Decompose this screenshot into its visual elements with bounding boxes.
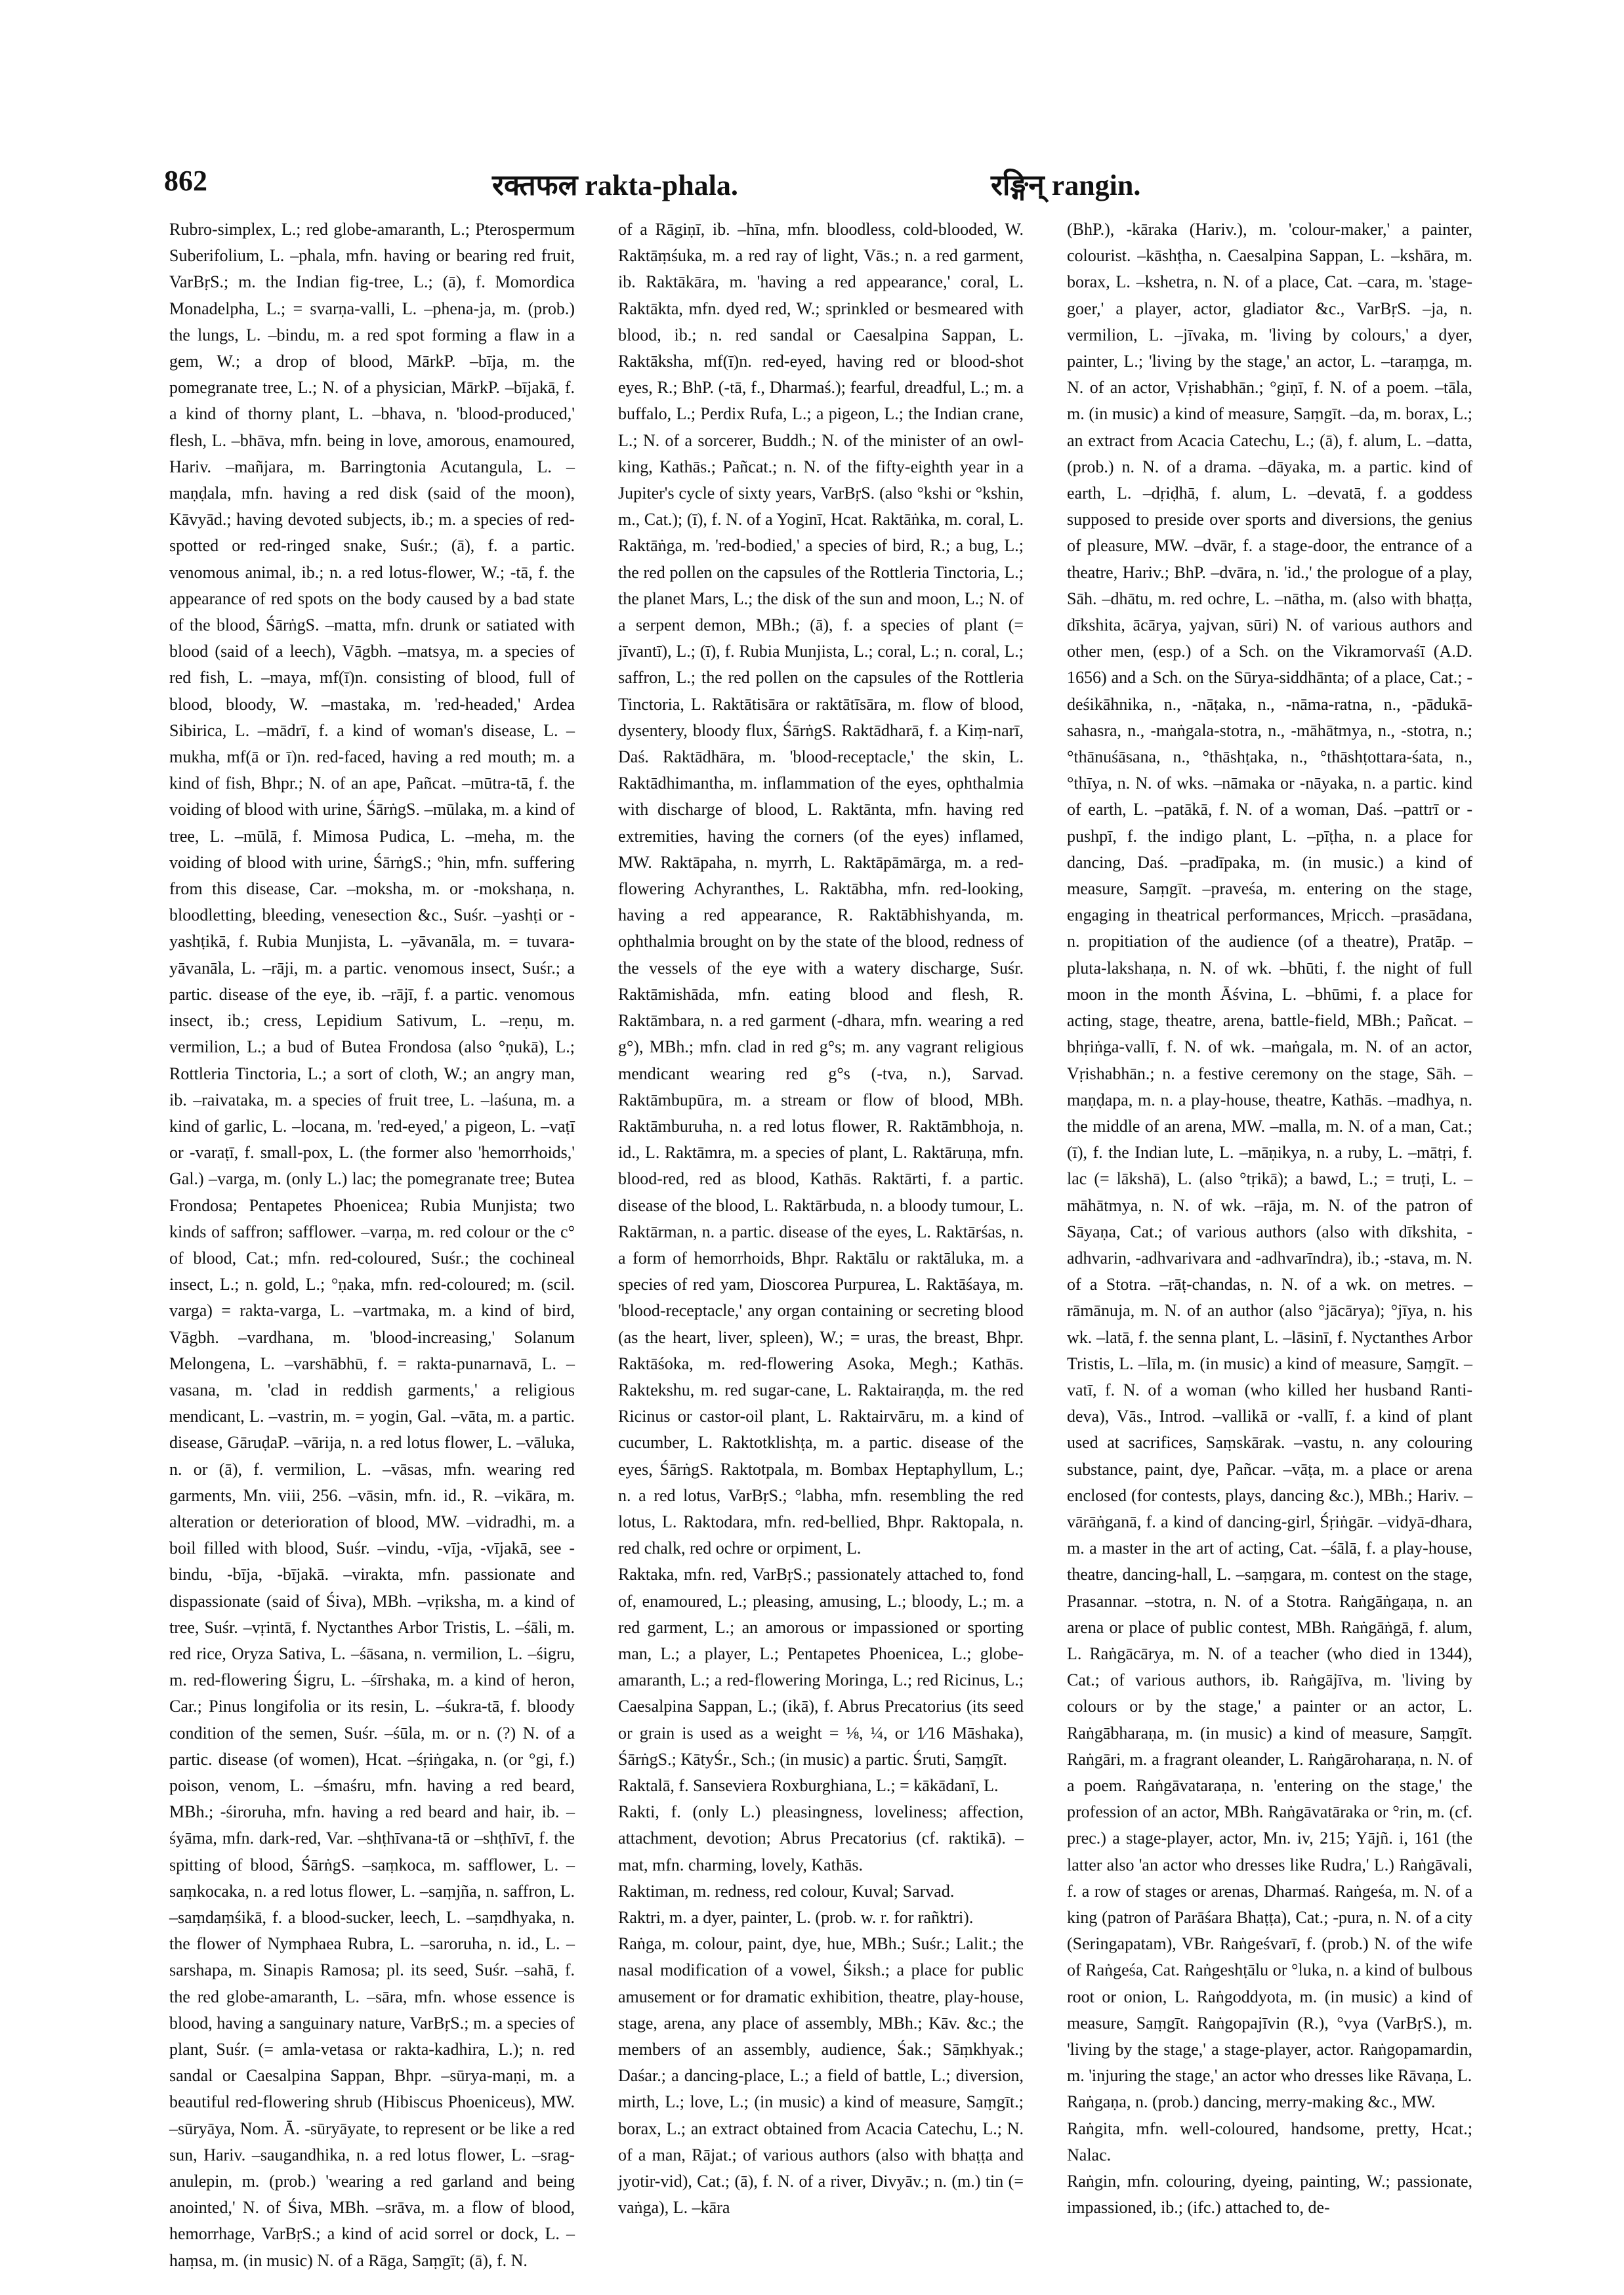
entry-paragraph: of a Rāgiṇī, ib. –hīna, mfn. bloodless, cold-blooded, W. Raktāṃśuka, m. a red ray of light, Vās.; n. a red garment, ib. Raktākāra, m. 'having a red appearance,' coral, L. Raktākta, mfn. dyed red, W.; sprinkled or besmeared with blood, ib.; n. red sandal or Caesalpina Sappan, L. Raktāksha, mf(ī)n. red-eyed, having red or blood-shot eyes, R.; BhP. (-tā, f., Dharmaś.); fearful, dreadful, L.; m. a buffalo, L.; Perdix Rufa, L.; a pigeon, L.; the Indian crane, L.; N. of a sorcerer, Buddh.; N. of the minister of an owl-king, Kathās.; Pañcat.; n. N. of the fifty-eighth year in a Jupiter's cycle of sixty years, VarBṛS. (also °kshi or °kshin, m., Cat.); (ī), f. N. of a Yoginī, Hcat. Raktāṅka, m. coral, L. Raktāṅga, m. 'red-bodied,' a species of bird, R.; a bug, L.; the red pollen on the capsules of the Rottleria Tinctoria, L.; the planet Mars, L.; the disk of the sun and moon, L.; N. of a serpent demon, MBh.; (ā), f. a species of plant (= jīvantī), L.; (ī), f. Rubia Munjista, L.; coral, L.; n. coral, L.; saffron, L.; the red pollen on the capsules of the Rottleria Tinctoria, L. Raktātisāra or raktātīsāra, m. flow of blood, dysentery, bloody flux, ŚārṅgS. Raktādharā, f. a Kiṃ-narī, Daś. Raktādhāra, m. 'blood-receptacle,' the skin, L. Raktādhimantha, m. inflammation of the eyes, ophthalmia with discharge of blood, L. Raktānta, mfn. having red extremities, having the corners (of the eyes) inflamed, MW. Raktāpaha, n. myrrh, L. Raktāpāmārga, m. a red-flowering Achyranthes, L. Raktābha, mfn. red-looking, having a red appearance, R. Raktābhishyanda, m. ophthalmia brought on by the state of the blood, redness of the vessels of the eye with a watery discharge, Suśr. Raktāmishāda, mfn. eating blood and flesh, R. Raktāmbara, n. a red garment (-dhara, mfn. wearing a red g°), MBh.; mfn. clad in red g°s; m. any vagrant religious mendicant wearing red g°s (-tva, n.), Sarvad. Raktāmbupūra, m. a stream or flow of blood, MBh. Raktāmburuha, n. a red lotus flower, R. Raktāmbhoja, n. id., L. Raktāmra, m. a species of plant, L. Raktāruṇa, mfn. blood-red, red as blood, Kathās. Raktārti, f. a partic. disease of the blood, L. Raktārbuda, n. a bloody tumour, L. Raktārman, n. a partic. disease of the eyes, L. Raktārśas, n. a form of hemorrhoids, Bhpr. Raktālu or raktāluka, m. a species of red yam, Dioscorea Purpurea, L. Raktāśaya, m. 'blood-receptacle,' any organ containing or secreting blood (as the heart, liver, spleen), W.; = uras, the breast, Bhpr. Raktāśoka, m. red-flowering Asoka, Megh.; Kathās. Raktekshu, m. red sugar-cane, L. Raktairaṇḍa, m. the red Ricinus or castor-oil plant, L. Raktairvāru, m. a kind of cucumber, L. Raktotklishṭa, m. a partic. disease of the eyes, ŚārṅgS. Raktotpala, m. Bombax Heptaphyllum, L.; n. a red lotus, VarBṛS.; °labha, mfn. resembling the red lotus, L. Raktodara, mfn. red-bellied, Bhpr. Raktopala, n. red chalk, red ochre or orpiment, L. — [618, 220, 1024, 1558]
entry-paragraph: (BhP.), -kāraka (Hariv.), m. 'colour-maker,' a painter, colourist. –kāshṭha, n. Caesalpina Sappan, L. –kshāra, m. borax, L. –kshetra, n. N. of a place, Cat. –cara, m. 'stage-goer,' a player, actor, gladiator &c., VarBṛS. –ja, n. vermilion, L. –jīvaka, m. 'living by colours,' a dyer, painter, L.; 'living by the stage,' an actor, L. –taraṃga, m. N. of an actor, Vṛishabhān.; °giṇī, f. N. of a poem. –tāla, m. (in music) a kind of measure, Saṃgīt. –da, m. borax, L.; an extract from Acacia Catechu, L.; (ā), f. alum, L. –datta, (prob.) n. N. of a drama. –dāyaka, m. a partic. kind of earth, L. –dṛiḍhā, f. alum, L. –devatā, f. a goddess supposed to preside over sports and diversions, the genius of pleasure, MW. –dvār, f. a stage-door, the entrance of a theatre, Hariv.; BhP. –dvāra, n. 'id.,' the prologue of a play, Sāh. –dhātu, m. red ochre, L. –nātha, m. (also with bhaṭṭa, dīkshita, ācārya, yajvan, sūri) N. of various authors and other men, (esp.) of a Sch. on the Vikramorvaśī (A.D. 1656) and a Sch. on the Sūrya-siddhānta; of a place, Cat.; -deśikāhnika, n., -nāṭaka, n., -nāma-ratna, n., -pādukā-sahasra, n., -maṅgala-stotra, n., -māhātmya, n., -stotra, n.; °thānuśāsana, n., °thāshṭaka, n., °thāshṭottara-śata, n., °thīya, n. N. of wks. –nāmaka or -nāyaka, n. a partic. kind of earth, L. –patākā, f. N. of a woman, Daś. –pattrī or -pushpī, f. the indigo plant, L. –pīṭha, n. a place for dancing, Daś. –pradīpaka, m. (in music.) a kind of measure, Saṃgīt. –praveśa, m. entering on the stage, engaging in theatrical performances, Mṛicch. –prasādana, n. propitiation of the audience (of a theatre), Pratāp. –pluta-lakshaṇa, n. N. of wk. –bhūti, f. the night of full moon in the month Āśvina, L. –bhūmi, f. a place for acting, stage, theatre, arena, battle-field, MBh.; Pañcat. –bhṛiṅga-vallī, f. N. of wk. –maṅgala, m. N. of an actor, Vṛishabhān.; n. a festive ceremony on the stage, Sāh. –maṇḍapa, m. n. a play-house, theatre, Kathās. –madhya, n. the middle of an arena, MW. –malla, m. N. of a man, Cat.; (ī), f. the Indian lute, L. –māṇikya, n. a ruby, L. –mātṛi, f. lac (= lākshā), L. (also °tṛikā); a bawd, L.; = truṭi, L. –māhātmya, n. N. of wk. –rāja, m. N. of the patron of Sāyaṇa, Cat.; of various authors (also with dīkshita, -adhvarin, -adhvarivara and -adhvarīndra), ib.; -stava, m. N. of a Stotra. –rāṭ-chandas, n. N. of a wk. on metres. –rāmānuja, m. N. of an author (also °jācārya); °jīya, n. his wk. –latā, f. the senna plant, L. –lāsinī, f. Nyctanthes Arbor Tristis, L. –līla, m. (in music) a kind of measure, Saṃgīt. –vatī, f. N. of a woman (who killed her husband Ranti-deva), Vās., Introd. –vallikā or -vallī, f. a kind of plant used at sacrifices, Saṃskārak. –vastu, n. any colouring substance, paint, dye, Pañcar. –vāṭa, m. a place or arena enclosed (for contests, plays, dancing &c.), MBh.; Hariv. –vārāṅganā, f. a kind of dancing-girl, Śṛiṅgār. –vidyā-dhara, m. a master in the art of acting, Cat. –śālā, f. a play-house, theatre, dancing-hall, L. –saṃgara, m. contest on the stage, Prasannar. –stotra, n. N. of a Stotra. Raṅgāṅgaṇa, n. an arena or place of public contest, MBh. Raṅgāṅgā, f. alum, L. Raṅgācārya, m. N. of a teacher (who died in 1344), Cat.; of various authors, ib. Raṅgājīva, m. 'living by colours or by the stage,' a painter or an actor, L. Raṅgābharaṇa, m. (in music) a kind of measure, Saṃgīt. Raṅgāri, m. a fragrant oleander, L. Raṅgāroharaṇa, n. N. of a poem. Raṅgāvataraṇa, n. 'entering on the stage,' the profession of an actor, MBh. Raṅgāvatāraka or °rin, m. (cf. prec.) a stage-player, actor, Mn. iv, 215; Yājñ. i, 161 (the latter also 'an actor who dresses like Rudra,' L.) Raṅgāvali, f. a row of stages or arenas, Dharmaś. Raṅgeśa, m. N. of a king (patron of Parāśara Bhaṭṭa), Cat.; -pura, n. N. of a city (Seringapatam), VBr. Raṅgeśvarī, f. (prob.) N. of the wife of Raṅgeśa, Cat. Raṅgeshṭālu or °luka, n. a kind of bulbous root or onion, L. Raṅgoddyota, m. (in music) a kind of measure, Saṃgīt. Raṅgopajīvin (R.), °vya (VarBṛS.), m. 'living by the stage,' a stage-player, actor. Raṅgopamardin, m. 'injuring the stage,' an actor who dresses like Rāvaṇa, L. — [1067, 220, 1472, 2086]
entry-paragraph: Raṅgita, mfn. well-coloured, handsome, pretty, Hcat.; Nalac. — [1067, 2119, 1472, 2164]
entry-paragraph: Raktaka, mfn. red, VarBṛS.; passionately attached to, fond of, enamoured, L.; pleasing, amusing, L.; bloody, L.; m. a red garment, L.; an amorous or impassioned or sporting man, L.; a player, L.; Pentapetes Phoenicea, L.; globe-amaranth, L.; a red-flowering Moringa, L.; red Ricinus, L.; Caesalpina Sappan, L.; (ikā), f. Abrus Precatorius (its seed or grain is used as a weight = ⅛, ¼, or 1⁄16 Māshaka), ŚārṅgS.; KātyŚr., Sch.; (in music) a partic. Śruti, Saṃgīt. — [618, 1565, 1024, 1769]
entry-paragraph: Raṅgin, mfn. colouring, dyeing, painting, W.; passionate, impassioned, ib.; (ifc.) attached to, de- — [1067, 2172, 1472, 2218]
dictionary-column-2 — [618, 217, 1024, 2218]
entry-paragraph: Raktalā, f. Sanseviera Roxburghiana, L.; = kākādanī, L. — [618, 1775, 999, 1795]
dictionary-column-1 — [169, 217, 575, 2270]
page-number: 862 — [164, 165, 207, 197]
page-header — [164, 164, 1473, 210]
entry-paragraph: Raṅgaṇa, n. (prob.) dancing, merry-making &c., MW. — [1067, 2092, 1436, 2112]
right-running-head: रङ्गिन् rangin. — [991, 169, 1141, 201]
entry-paragraph: Rakti, f. (only L.) pleasingness, loveliness; affection, attachment, devotion; Abrus Precatorius (cf. raktikā). –mat, mfn. charming, lovely, Kathās. — [618, 1802, 1024, 1874]
dictionary-column-3 — [1067, 217, 1472, 2218]
left-running-head: रक्तफल rakta-phala. — [492, 169, 738, 201]
entry-paragraph: Raṅga, m. colour, paint, dye, hue, MBh.; Suśr.; Lalit.; the nasal modification of a vowel, Śiksh.; a place for public amusement or for dramatic exhibition, theatre, play-house, stage, arena, any place of assembly, MBh.; Kāv. &c.; the members of an assembly, audience, Śak.; Sāṃkhyak.; Daśar.; a dancing-place, L.; a field of battle, L.; diversion, mirth, L.; love, L.; (in music) a kind of measure, Saṃgīt.; borax, L.; an extract obtained from Acacia Catechu, L.; N. of a man, Rājat.; of various authors (also with bhaṭṭa and jyotir-vid), Cat.; (ā), f. N. of a river, Divyāv.; n. (m.) tin (= vaṅga), L. –kāra — [618, 1934, 1024, 2218]
entry-paragraph: Raktri, m. a dyer, painter, L. (prob. w. r. for rañktri). — [618, 1908, 974, 1927]
entry-paragraph: Raktiman, m. redness, red colour, Kuval; Sarvad. — [618, 1881, 955, 1901]
entry-paragraph: Rubro-simplex, L.; red globe-amaranth, L.; Pterospermum Suberifolium, L. –phala, mfn. having or bearing red fruit, VarBṛS.; m. the Indian fig-tree, L.; (ā), f. Momordica Monadelpha, L.; = svarṇa-valli, L. –phena-ja, m. (prob.) the lungs, L. –bindu, m. a red spot forming a flaw in a gem, W.; a drop of blood, MārkP. –bīja, m. the pomegranate tree, L.; N. of a physician, MārkP. –bījakā, f. a kind of thorny plant, L. –bhava, n. 'blood-produced,' flesh, L. –bhāva, mfn. being in love, amorous, enamoured, Hariv. –mañjara, m. Barringtonia Acutangula, L. –maṇḍala, mfn. having a red disk (said of the moon), Kāvyād.; having devoted subjects, ib.; m. a species of red-spotted or red-ringed snake, Suśr.; (ā), f. a partic. venomous animal, ib.; n. a red lotus-flower, W.; -tā, f. the appearance of red spots on the body caused by a bad state of the blood, ŚārṅgS. –matta, mfn. drunk or satiated with blood (said of a leech), Vāgbh. –matsya, m. a species of red fish, L. –maya, mf(ī)n. consisting of blood, full of blood, bloody, W. –mastaka, m. 'red-headed,' Ardea Sibirica, L. –mādrī, f. a kind of woman's disease, L. –mukha, mf(ā or ī)n. red-faced, having a red mouth; m. a kind of fish, Bhpr.; N. of an ape, Pañcat. –mūtra-tā, f. the voiding of blood with urine, ŚārṅgS. –mūlaka, m. a kind of tree, L. –mūlā, f. Mimosa Pudica, L. –meha, m. the voiding of blood with urine, ŚārṅgS.; °hin, mfn. suffering from this disease, Car. –moksha, m. or -mokshaṇa, n. bloodletting, bleeding, venesection &c., Suśr. –yashṭi or -yashṭikā, f. Rubia Munjista, L. –yāvanāla, m. = tuvara-yāvanāla, L. –rāji, m. a partic. venomous insect, Suśr.; a partic. disease of the eye, ib. –rājī, f. a partic. venomous insect, ib.; cress, Lepidium Sativum, L. –reṇu, m. vermilion, L.; a bud of Butea Frondosa (also °ṇukā), L.; Rottleria Tinctoria, L.; a sort of cloth, W.; an angry man, ib. –raivataka, m. a species of fruit tree, L. –laśuna, m. a kind of garlic, L. –locana, m. 'red-eyed,' a pigeon, L. –vaṭī or -varaṭī, f. small-pox, L. (the former also 'hemorrhoids,' Gal.) –varga, m. (only L.) lac; the pomegranate tree; Butea Frondosa; Pentapetes Phoenicea; Rubia Munjista; two kinds of saffron; safflower. –varṇa, m. red colour or the c° of blood, Cat.; mfn. red-coloured, Suśr.; the cochineal insect, L.; n. gold, L.; °ṇaka, mfn. red-coloured; m. (scil. varga) = rakta-varga, L. –vartmaka, m. a kind of bird, Vāgbh. –vardhana, m. 'blood-increasing,' Solanum Melongena, L. –varshābhū, f. = rakta-punarnavā, L. –vasana, m. 'clad in reddish garments,' a religious mendicant, L. –vastrin, m. = yogin, Gal. –vāta, m. a partic. disease, GāruḍaP. –vārija, n. a red lotus flower, L. –vāluka, n. or (ā), f. vermilion, L. –vāsas, mfn. wearing red garments, Mn. viii, 256. –vāsin, mfn. id., R. –vikāra, m. alteration or deterioration of blood, MW. –vidradhi, m. a boil filled with blood, Suśr. –vindu, -vīja, -vījakā, see -bindu, -bīja, -bījakā. –virakta, mfn. passionate and dispassionate (said of Śiva), MBh. –vṛiksha, m. a kind of tree, Suśr. –vṛintā, f. Nyctanthes Arbor Tristis, L. –śāli, m. red rice, Oryza Sativa, L. –śāsana, n. vermilion, L. –śigru, m. red-flowering Śigru, L. –śīrshaka, m. a kind of heron, Car.; Pinus longifolia or its resin, L. –śukra-tā, f. bloody condition of the semen, Suśr. –śūla, m. or n. (?) N. of a partic. disease (of women), Hcat. –śṛiṅgaka, n. (or °gi, f.) poison, venom, L. –śmaśru, mfn. having a red beard, MBh.; -śiroruha, mfn. having a red beard and hair, ib. –śyāma, mfn. dark-red, Var. –shṭhīvana-tā or –shṭhīvī, f. the spitting of blood, ŚārṅgS. –saṃkoca, m. safflower, L. –saṃkocaka, n. a red lotus flower, L. –saṃjña, n. saffron, L. –saṃdaṃśikā, f. a blood-sucker, leech, L. –saṃdhyaka, n. the flower of Nymphaea Rubra, L. –saroruha, n. id., L. –sarshapa, m. Sinapis Ramosa; pl. its seed, Suśr. –sahā, f. the red globe-amaranth, L. –sāra, mfn. whose essence is blood, having a sanguinary nature, VarBṛS.; m. a species of plant, Suśr. (= amla-vetasa or rakta-kadhira, L.); n. red sandal or Caesalpina Sappan, Bhpr. –sūrya-maṇi, m. a beautiful red-flowering shrub (Hibiscus Phoeniceus), MW. –sūryāya, Nom. Ā. -sūryāyate, to represent or be like a red sun, Hariv. –saugandhika, n. a red lotus flower, L. –srag-anulepin, m. (prob.) 'wearing a red garland and being anointed,' N. of Śiva, MBh. –srāva, m. a flow of blood, hemorrhage, VarBṛS.; a kind of acid sorrel or dock, L. –haṃsa, m. (in music) N. of a Rāga, Saṃgīt; (ā), f. N. — [169, 220, 575, 2270]
